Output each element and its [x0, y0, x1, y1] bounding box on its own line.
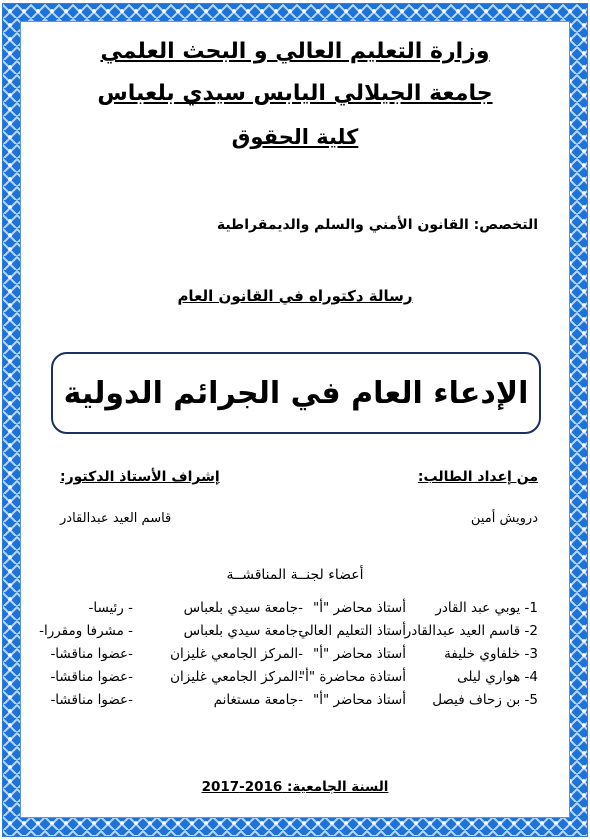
member-institution: -جامعة مستغانم [213, 692, 303, 708]
member-rank: أستاذ محاضر "أ" [313, 692, 406, 708]
member-name: 1- يوبي عبد القادر [435, 600, 538, 616]
member-rank: أستاذ محاضر "أ" [313, 600, 406, 616]
supervisor-label: إشراف الأستاذ الدكتور: [60, 469, 220, 485]
member-role: -عضوا مناقشا- [50, 692, 133, 708]
member-role: - رئيسا- [88, 600, 133, 616]
committee-member [33, 689, 538, 712]
member-institution: -المركز الجامعي غليزان [170, 669, 303, 685]
faculty-heading: كلية الحقوق [231, 125, 359, 149]
thesis-type: رسالة دكتوراه في القانون العام [177, 287, 413, 305]
member-name: 5- بن زحاف فيصل [432, 692, 538, 708]
member-name: 3- خلفاوي خليفة [444, 646, 538, 662]
committee-title: أعضاء لجنــة المناقشــة [226, 567, 364, 583]
member-name: 2- قاسم العيد عبدالقادر [404, 623, 538, 639]
university-heading: جامعة الجيلالي اليابس سيدي بلعباس [97, 81, 493, 106]
member-institution: -جامعة سيدي بلعباس [183, 600, 303, 616]
member-rank: أستاذ محاضر "أ" [313, 646, 406, 662]
member-name: 4- هواري ليلى [457, 669, 538, 685]
member-role: -عضوا مناقشا- [50, 646, 133, 662]
member-rank: أستاذة محاضرة "أ" [298, 669, 406, 685]
academic-year: السنة الجامعية: 2016-2017 [201, 779, 389, 795]
committee-member [33, 666, 538, 689]
member-institution: -جامعة سيدي بلعباس [183, 623, 303, 639]
ministry-heading: وزارة التعليم العالي و البحث العلمي [100, 39, 490, 64]
supervisor-name: قاسم العيد عبدالقادر [60, 511, 172, 526]
member-role: -عضوا مناقشا- [50, 669, 133, 685]
thesis-title: الإدعاء العام في الجرائم الدولية [63, 375, 529, 411]
committee-member [33, 597, 538, 620]
committee-list [33, 597, 538, 712]
member-role: - مشرفا ومقررا- [39, 623, 133, 639]
committee-member [33, 620, 538, 643]
student-label: من إعداد الطالب: [417, 469, 538, 485]
cover-content [20, 21, 570, 818]
thesis-title-box [51, 352, 541, 434]
student-name: درويش أمين [470, 511, 538, 526]
member-rank: أستاذ التعليم العالي [298, 623, 406, 639]
committee-member [33, 643, 538, 666]
member-institution: -المركز الجامعي غليزان [170, 646, 303, 662]
specialty-line: التخصص: القانون الأمني والسلم والديمقراطية [216, 217, 538, 233]
